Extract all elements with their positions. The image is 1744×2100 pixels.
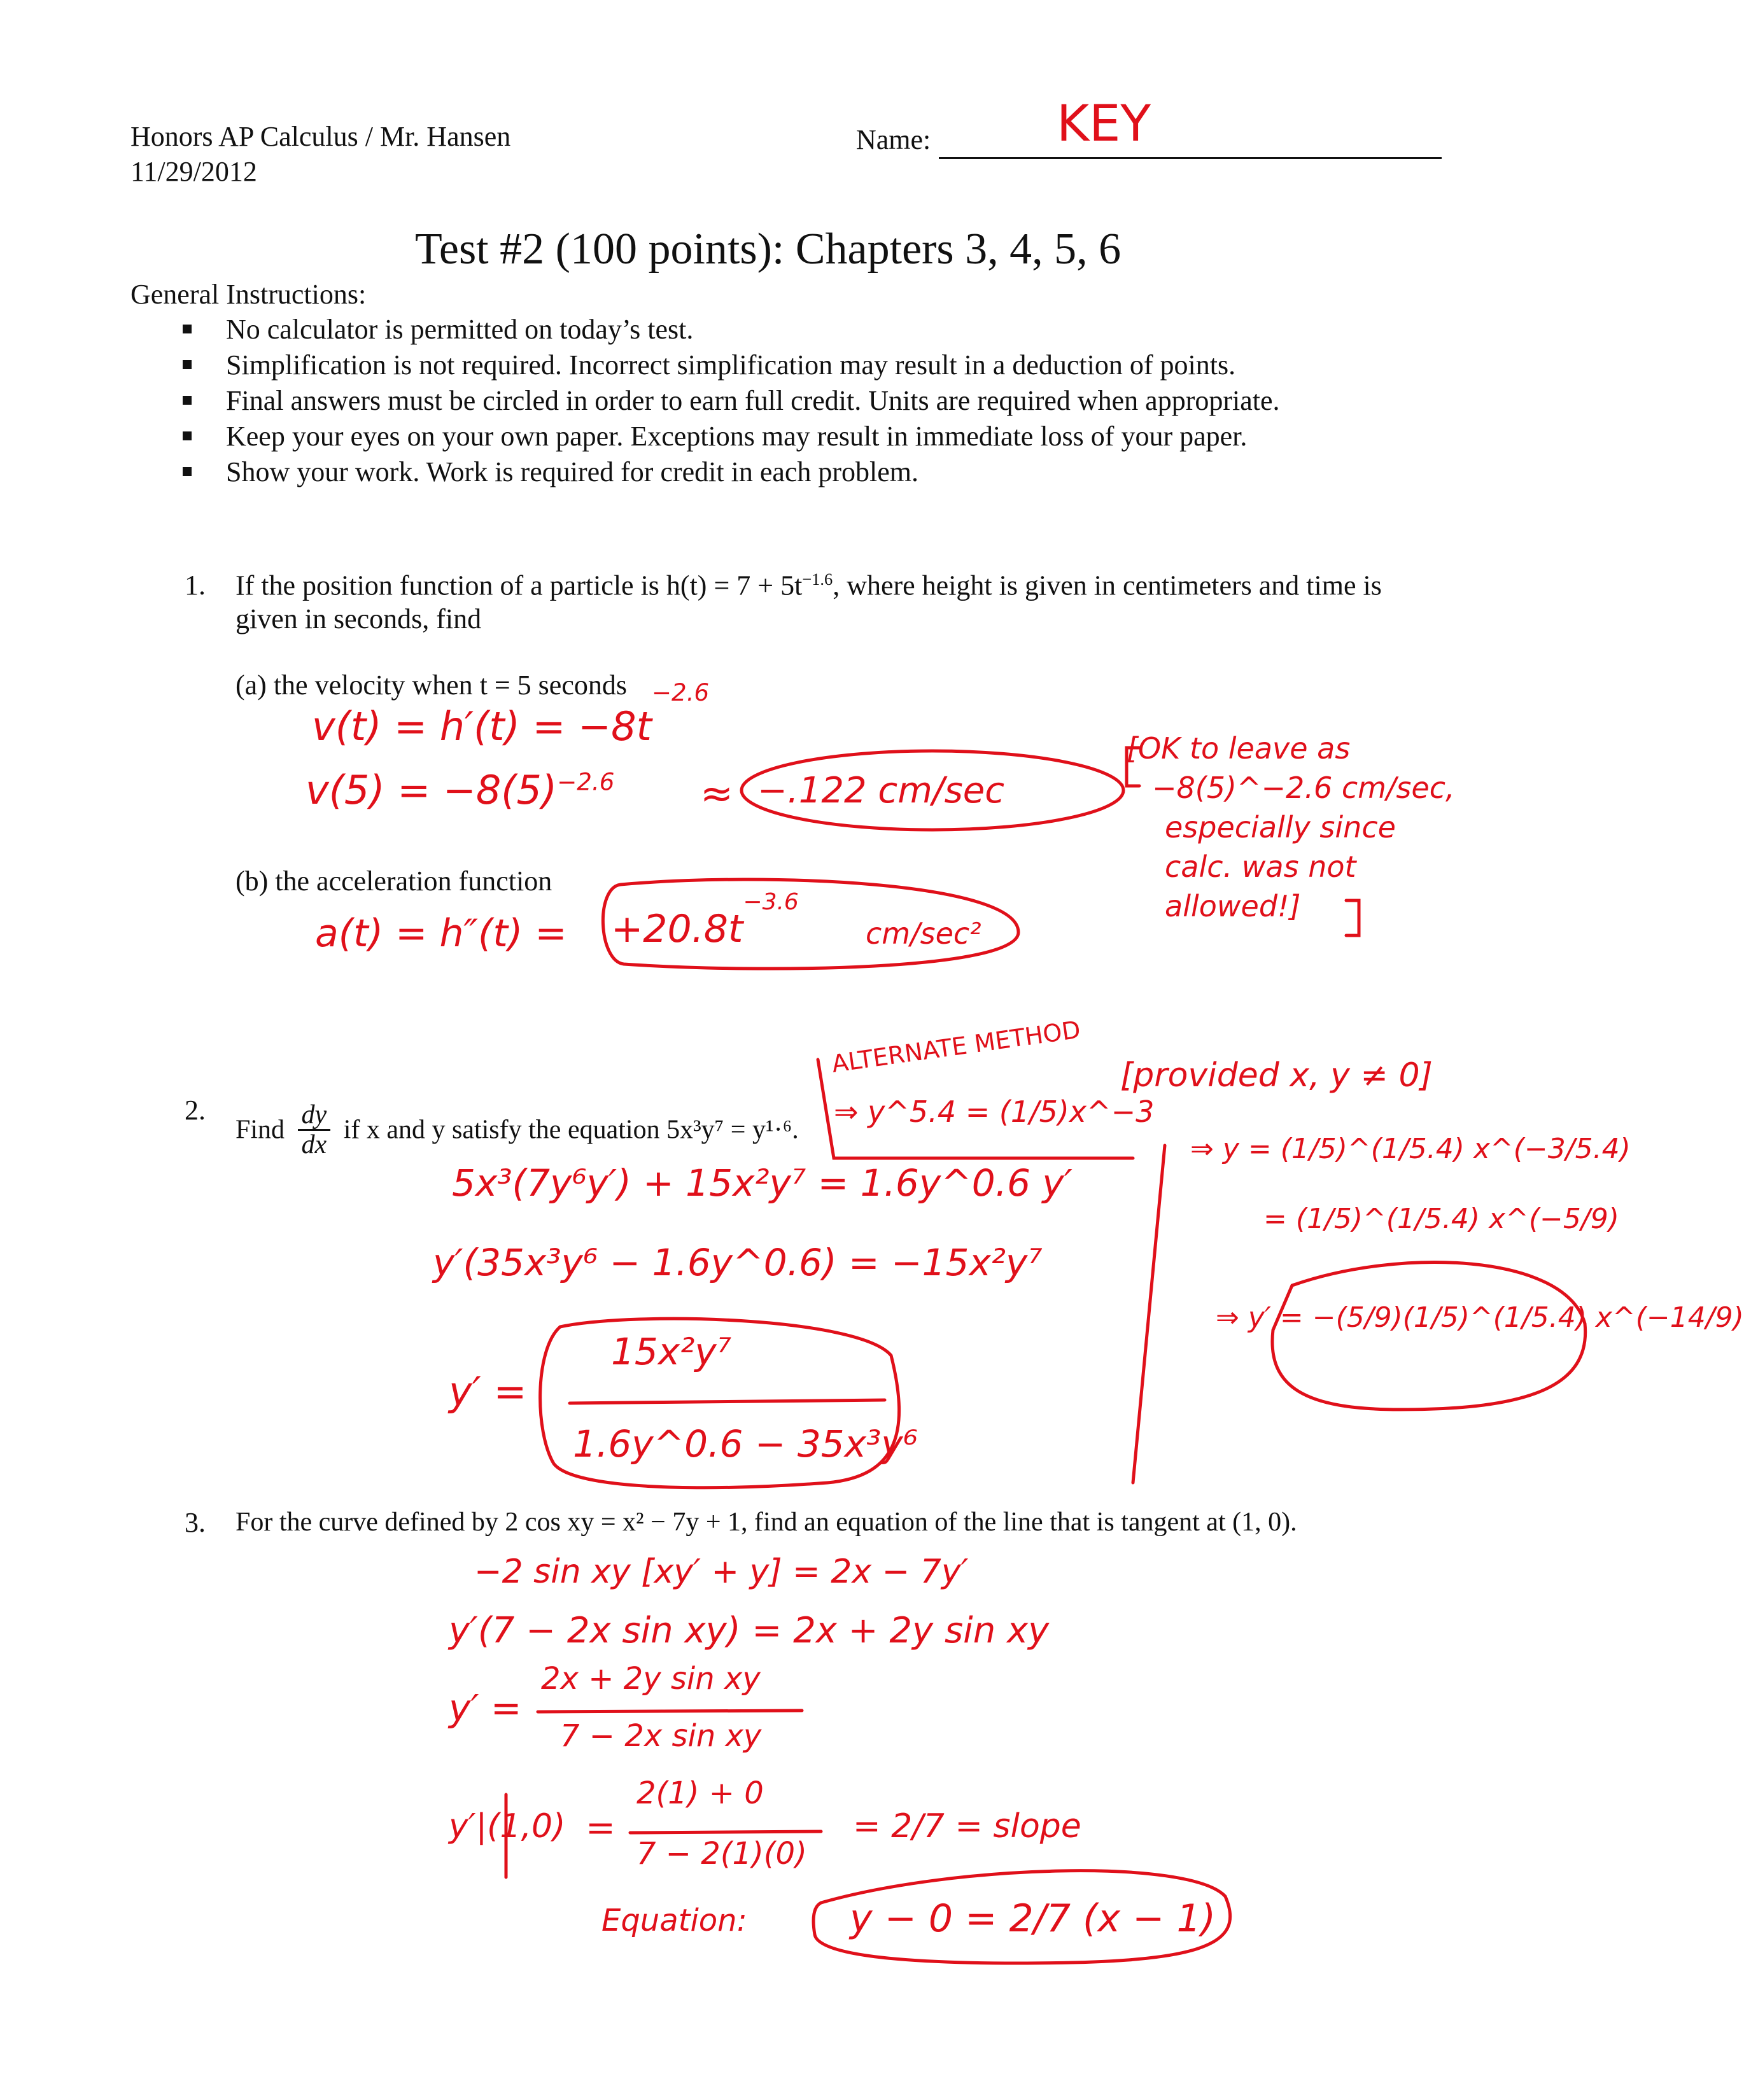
q3-equation-label: Equation: [601,1903,747,1938]
page-title: Test #2 (100 points): Chapters 3, 4, 5, 6 [415,225,1122,274]
q3-equation-circle [813,1871,1230,1963]
q2-prompt-text: if x and y satisfy the equation 5x³y⁷ = y¹·⁶. [343,1115,799,1145]
q3-work3-lhs: y′ = [449,1686,522,1730]
q2-fraction-numerator: dy [298,1101,331,1131]
q1-a-work2-exp: −2.6 [557,767,615,796]
instructions-heading: General Instructions: [130,279,367,310]
q2-alt-provided: [provided x, y ≠ 0] [1120,1056,1433,1095]
q1-note-line: especially since [1165,810,1396,844]
name-label: Name: [856,124,931,155]
q2-alt-divider-vertical [1133,1145,1165,1483]
q3-eval-lhs: y′|(1,0) [449,1807,566,1845]
instruction-item: Keep your eyes on your own paper. Exceptions may result in immediate loss of your paper. [181,419,1280,454]
q2-find-label: Find [236,1115,285,1145]
q1-b-answer-circle [603,879,1018,969]
q3-work3-fraction-bar [538,1711,802,1712]
q1-part-b: (b) the acceleration function [236,865,552,897]
q1-b-work: a(t) = h″(t) = [315,911,567,956]
q2-alt-answer-circle [1272,1263,1586,1410]
name-value: KEY [1057,95,1151,153]
q1-a-approx: ≈ [700,770,733,816]
q1-prompt-b: , where height is given in centimeters and time is [833,570,1382,601]
q1-prompt-a: If the position function of a particle is h(t) = 7 + 5t [236,570,803,601]
q1-note-bracket-left [1127,748,1139,786]
instruction-item: Show your work. Work is required for credit in each problem. [181,454,1280,490]
q2-work1: 5x³(7y⁶y′) + 15x²y⁷ = 1.6y^0.6 y′ [452,1161,1072,1205]
q3-equation-answer: y − 0 = 2/7 (x − 1) [850,1896,1216,1941]
q3-work1: −2 sin xy [xy′ + y] = 2x − 7y′ [474,1553,969,1591]
q1-prompt-exponent: −1.6 [802,570,833,589]
q2-answer-lhs: y′ = [449,1368,527,1415]
q1-b-units: cm/sec² [866,916,981,951]
q1-part-a: (a) the velocity when t = 5 seconds [236,669,627,701]
q1-a-work1-text: v(t) = h′(t) = −8t [312,703,652,750]
q1-a-work1-exp: −2.6 [651,678,710,707]
q3-work2: y′(7 − 2x sin xy) = 2x + 2y sin xy [449,1610,1050,1651]
course-label: Honors AP Calculus / Mr. Hansen [130,121,511,152]
date-label: 11/29/2012 [130,156,257,187]
q2-alt-answer: ⇒ y′ = −(5/9)(1/5)^(1/5.4) x^(−14/9) [1216,1301,1744,1334]
instruction-item: Final answers must be circled in order to earn full credit. Units are required when appropriate. [181,383,1280,419]
q2-fraction-denominator: dx [301,1130,327,1160]
q1-note-bracket-right [1346,900,1359,935]
instruction-item: No calculator is permitted on today’s test. [181,312,1280,347]
q2-answer-numerator: 15x²y⁷ [611,1330,731,1373]
q2-alt-title: ALTERNATE METHOD [829,1015,1083,1078]
q2-answer-denominator: 1.6y^0.6 − 35x³y⁶ [573,1422,918,1466]
q1-a-answer-circle [742,751,1123,830]
q2-alt-line3: = (1/5)^(1/5.4) x^(−5/9) [1263,1203,1619,1235]
q2-number: 2. [185,1095,206,1126]
q2-work2: y′(35x³y⁶ − 1.6y^0.6) = −15x²y⁷ [433,1241,1043,1284]
q1-note-line: calc. was not [1165,850,1356,884]
q3-eval-fraction-bar [630,1831,821,1833]
instruction-item: Simplification is not required. Incorrect simplification may result in a deduction of points. [181,347,1280,383]
q3-eval-denominator: 7 − 2(1)(0) [636,1836,807,1872]
q1-note-line: −8(5)^−2.6 cm/sec, [1152,771,1455,805]
q1-note-line: allowed!] [1165,889,1301,923]
q1-a-work2-text: v(5) = −8(5) [306,767,558,813]
q3-work3-numerator: 2x + 2y sin xy [541,1661,761,1697]
q3-number: 3. [185,1507,206,1538]
q1-b-answer-text: +20.8t [611,907,743,951]
q2-alt-line1: ⇒ y^5.4 = (1/5)x^−3 [834,1095,1155,1129]
q2-alt-divider-top [818,1060,1133,1158]
q1-b-answer-exp: −3.6 [743,889,799,915]
q3-eval-numerator: 2(1) + 0 [636,1775,764,1811]
q2-alt-line2: ⇒ y = (1/5)^(1/5.4) x^(−3/5.4) [1190,1133,1631,1165]
q1-note-line: [OK to leave as [1127,731,1351,766]
q3-prompt: For the curve defined by 2 cos xy = x² − 7y + 1, find an equation of the line that is tangent at (1, 0). [236,1508,1297,1537]
q3-eval-result: = 2/7 = slope [853,1807,1081,1845]
q1-a-answer: −.122 cm/sec [757,770,1005,811]
q3-eval-equals: = [586,1807,615,1849]
q1-prompt-line2: given in seconds, find [236,603,482,634]
q3-work3-denominator: 7 − 2x sin xy [560,1718,762,1754]
q2-answer-fraction-bar [570,1400,885,1403]
q1-number: 1. [185,570,206,601]
